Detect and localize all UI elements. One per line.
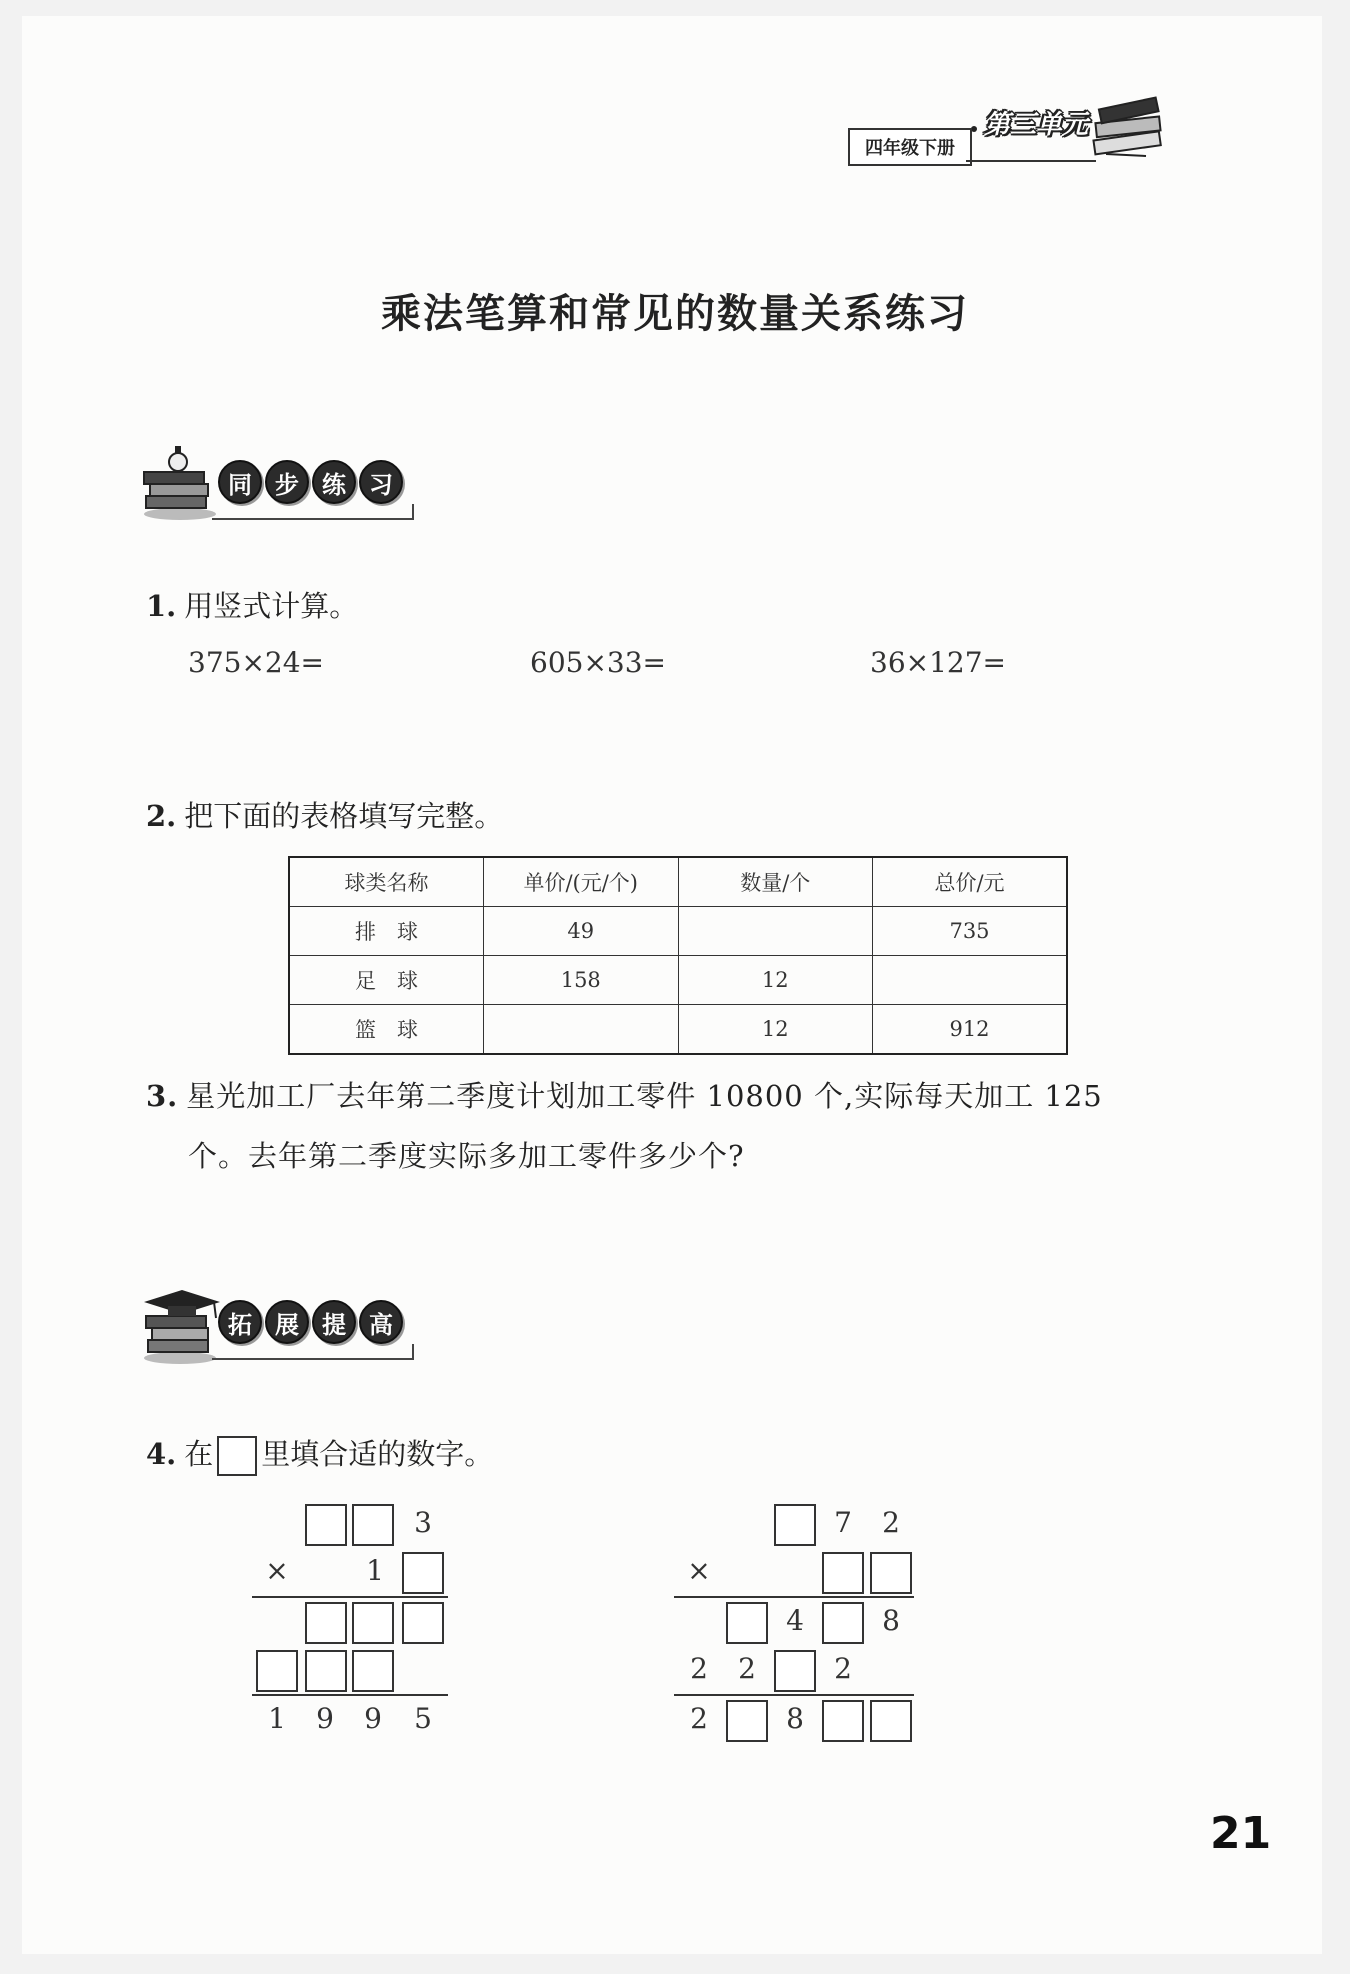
digit-blank[interactable]	[726, 1700, 768, 1742]
digit-blank[interactable]	[352, 1504, 394, 1546]
question-number: 4.	[146, 1437, 177, 1471]
table-header-cell: 数量/个	[678, 857, 873, 907]
unit-title: 第三单元	[984, 110, 1089, 140]
multiply-sign: ×	[265, 1554, 289, 1587]
table-cell: 735	[873, 907, 1068, 956]
digit-blank[interactable]	[870, 1700, 912, 1742]
digit-blank[interactable]	[822, 1552, 864, 1594]
badge-char: 提	[312, 1300, 356, 1344]
badge-char: 展	[265, 1300, 309, 1344]
table-cell[interactable]	[678, 907, 873, 956]
digit-blank[interactable]	[305, 1602, 347, 1644]
question-text: 在	[184, 1437, 214, 1471]
digit: 1	[268, 1702, 286, 1735]
badge-char: 同	[218, 460, 262, 504]
question-number: 2.	[146, 799, 177, 833]
section-extension	[140, 1290, 440, 1360]
digit: 7	[834, 1506, 852, 1539]
badge-char: 习	[359, 460, 403, 504]
question-3	[146, 1074, 1103, 1115]
expression: 605×33=	[530, 646, 666, 679]
table-header-cell: 总价/元	[873, 857, 1068, 907]
table-row	[289, 907, 1067, 956]
digit: 2	[690, 1652, 708, 1685]
digit: 1	[366, 1554, 384, 1587]
badge-char: 拓	[218, 1300, 262, 1344]
badge-char: 步	[265, 460, 309, 504]
badge-underline	[212, 1344, 414, 1360]
question-text-line1: 星光加工厂去年第二季度计划加工零件 10800 个,实际每天加工 125	[186, 1079, 1103, 1113]
digit-blank[interactable]	[822, 1602, 864, 1644]
blank-box-icon	[217, 1436, 257, 1476]
digit-blank[interactable]	[352, 1602, 394, 1644]
digit-blank[interactable]	[305, 1650, 347, 1692]
books-icon	[1086, 92, 1172, 170]
digit-blank[interactable]	[256, 1650, 298, 1692]
digit-blank[interactable]	[305, 1504, 347, 1546]
digit: 2	[738, 1652, 756, 1685]
digit-blank[interactable]	[726, 1602, 768, 1644]
digit: 4	[786, 1604, 804, 1637]
badge-char: 高	[359, 1300, 403, 1344]
table-cell[interactable]	[484, 1005, 679, 1055]
table-cell: 12	[678, 1005, 873, 1055]
table-cell: 912	[873, 1005, 1068, 1055]
digit: 2	[882, 1506, 900, 1539]
expression: 375×24=	[188, 646, 324, 679]
table-header-row	[289, 857, 1067, 907]
digit: 2	[690, 1702, 708, 1735]
header-divider	[966, 160, 1096, 162]
table-header-cell: 单价/(元/个)	[484, 857, 679, 907]
rule-line	[674, 1694, 914, 1696]
grade-label: 四年级下册	[848, 128, 972, 166]
digit: 3	[414, 1506, 432, 1539]
table-cell: 排 球	[289, 907, 484, 956]
section-badges	[218, 1300, 403, 1344]
digit: 5	[414, 1702, 432, 1735]
table-row	[289, 1005, 1067, 1055]
question-text: 把下面的表格填写完整。	[184, 799, 504, 833]
question-number: 3.	[146, 1079, 179, 1113]
rule-line	[252, 1694, 448, 1696]
digit-blank[interactable]	[402, 1552, 444, 1594]
table-cell[interactable]	[873, 956, 1068, 1005]
digit: 8	[882, 1604, 900, 1637]
table-cell: 158	[484, 956, 679, 1005]
digit-blank[interactable]	[402, 1602, 444, 1644]
digit-blank[interactable]	[822, 1700, 864, 1742]
rule-line	[674, 1596, 914, 1598]
table-cell: 12	[678, 956, 873, 1005]
table-row	[289, 956, 1067, 1005]
question-text: 用竖式计算。	[184, 589, 359, 623]
digit: 2	[834, 1652, 852, 1685]
page-title: 乘法笔算和常见的数量关系练习	[381, 290, 969, 337]
digit-blank[interactable]	[774, 1650, 816, 1692]
digit-blank[interactable]	[870, 1552, 912, 1594]
page-number: 21	[1210, 1808, 1272, 1859]
question-2	[146, 794, 503, 835]
rule-line	[252, 1596, 448, 1598]
table-cell: 足 球	[289, 956, 484, 1005]
table-header-cell: 球类名称	[289, 857, 484, 907]
section-badges	[218, 460, 403, 504]
digit-blank[interactable]	[352, 1650, 394, 1692]
expression: 36×127=	[870, 646, 1006, 679]
table-cell: 49	[484, 907, 679, 956]
multiply-sign: ×	[687, 1554, 711, 1587]
question-4	[146, 1432, 493, 1476]
digit-blank[interactable]	[774, 1504, 816, 1546]
table-cell: 篮 球	[289, 1005, 484, 1055]
ball-price-table	[288, 856, 1068, 1055]
question-number: 1.	[146, 589, 177, 623]
badge-underline	[212, 504, 414, 520]
badge-char: 练	[312, 460, 356, 504]
digit: 8	[786, 1702, 804, 1735]
question-text-line2: 个。去年第二季度实际多加工零件多少个?	[188, 1139, 745, 1173]
question-1	[146, 584, 358, 625]
digit: 9	[364, 1702, 382, 1735]
question-text: 里填合适的数字。	[261, 1437, 494, 1471]
section-sync-practice	[140, 450, 440, 520]
digit: 9	[316, 1702, 334, 1735]
books-lamp-icon	[140, 444, 220, 524]
